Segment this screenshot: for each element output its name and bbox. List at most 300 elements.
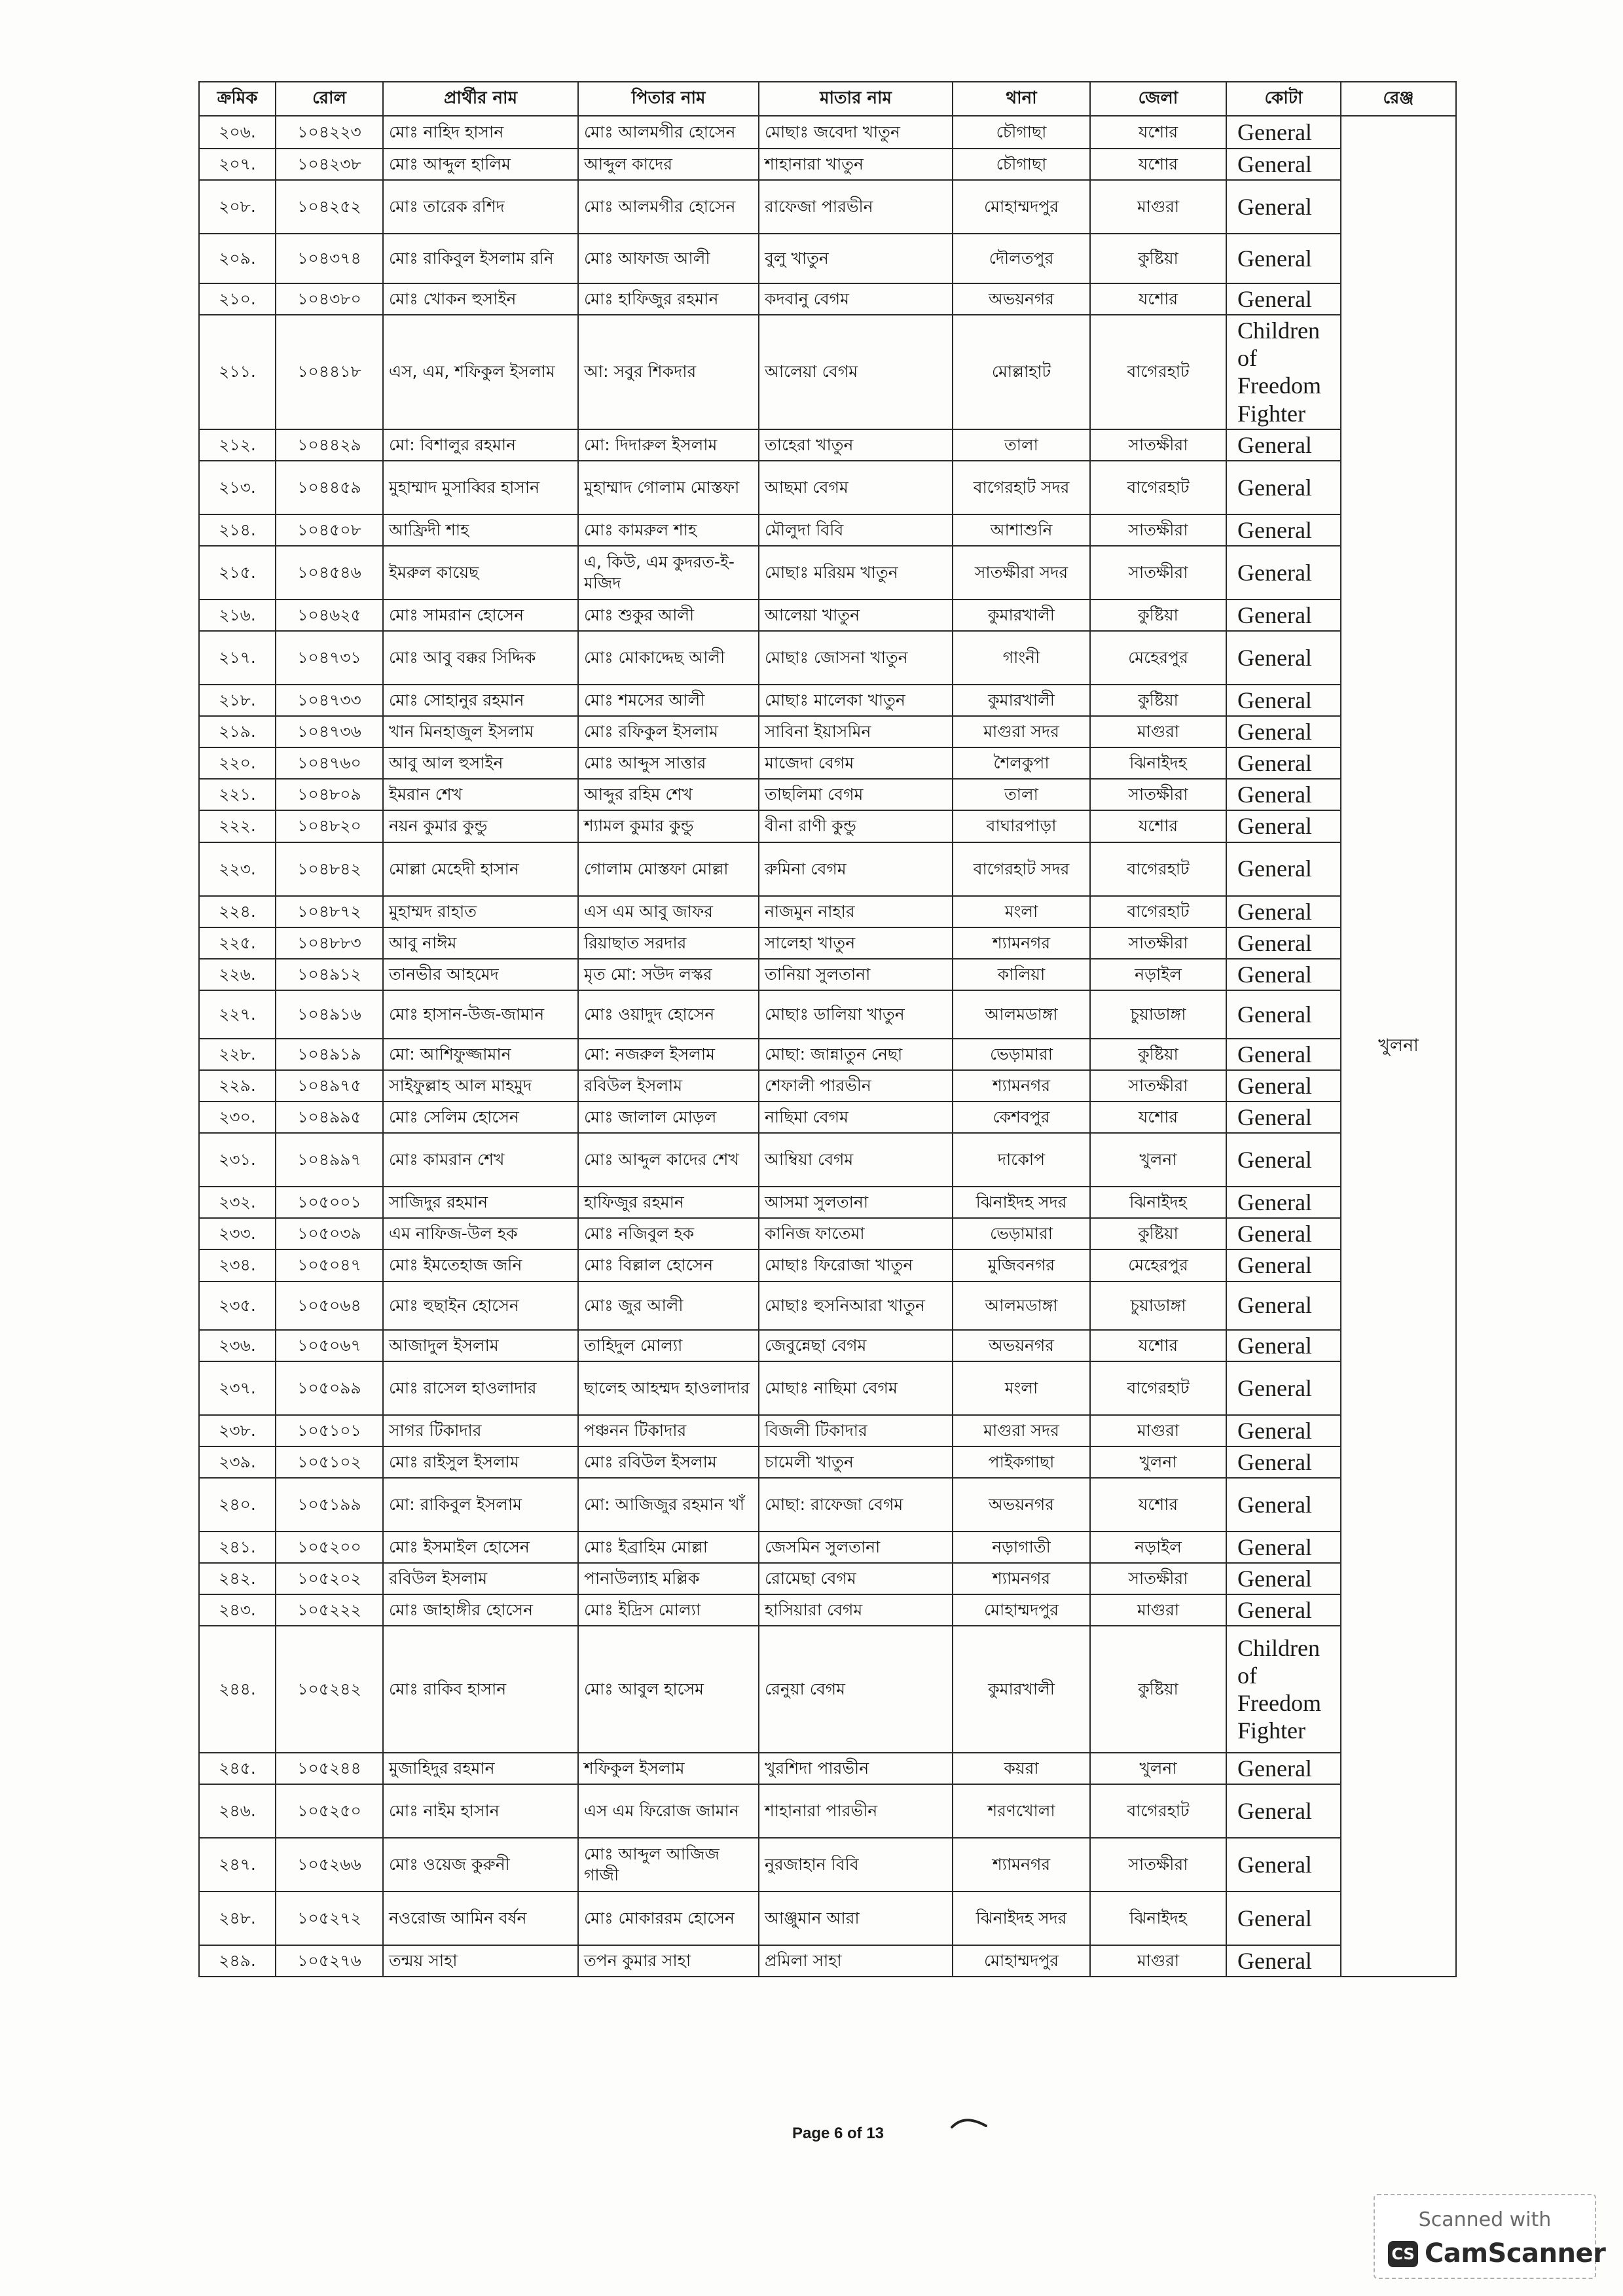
thana-cell: কয়রা: [953, 1753, 1090, 1784]
mother-name-cell: রুমিনা বেগম: [759, 842, 953, 896]
watermark-caption: Scanned with: [1418, 2208, 1552, 2231]
serial-cell: ২১৭.: [199, 631, 276, 685]
quota-cell: General: [1226, 810, 1341, 842]
father-name-cell: মোঃ রবিউল ইসলাম: [578, 1446, 759, 1478]
mother-name-cell: সালেহা খাতুন: [759, 927, 953, 959]
mother-name-cell: মৌলুদা বিবি: [759, 514, 953, 546]
district-cell: কুষ্টিয়া: [1090, 685, 1226, 716]
serial-cell: ২০৭.: [199, 149, 276, 180]
quota-cell: General: [1226, 461, 1341, 514]
serial-cell: ২৪৮.: [199, 1892, 276, 1945]
thana-cell: বাঘারপাড়া: [953, 810, 1090, 842]
father-name-cell: আব্দুর রহিম শেখ: [578, 779, 759, 810]
roll-cell: ১০৪৭৩১: [276, 631, 383, 685]
table-row: [199, 1361, 1456, 1415]
serial-cell: ২১৮.: [199, 685, 276, 716]
roll-cell: ১০৪৮৮৩: [276, 927, 383, 959]
thana-cell: ঝিনাইদহ সদর: [953, 1187, 1090, 1218]
quota-cell: General: [1226, 546, 1341, 600]
mother-name-cell: সাবিনা ইয়াসমিন: [759, 716, 953, 747]
district-cell: বাগেরহাট: [1090, 1361, 1226, 1415]
candidate-name-cell: মোঃ জাহাঙ্গীর হোসেন: [383, 1594, 578, 1626]
table-row: [199, 747, 1456, 779]
district-cell: যশোর: [1090, 283, 1226, 315]
quota-cell: General: [1226, 1892, 1341, 1945]
roll-cell: ১০৪৪৫৯: [276, 461, 383, 514]
thana-cell: তালা: [953, 779, 1090, 810]
roll-cell: ১০৪৯১২: [276, 959, 383, 990]
table-row: [199, 1133, 1456, 1187]
district-cell: যশোর: [1090, 1102, 1226, 1133]
roll-cell: ১০৫০৬৪: [276, 1282, 383, 1330]
candidate-name-cell: নয়ন কুমার কুন্ডু: [383, 810, 578, 842]
quota-cell: General: [1226, 149, 1341, 180]
roll-cell: ১০৪৯১৯: [276, 1039, 383, 1070]
father-name-cell: মোঃ শমসের আলী: [578, 685, 759, 716]
father-name-cell: মো: আজিজুর রহমান খাঁ: [578, 1478, 759, 1532]
serial-cell: ২২৬.: [199, 959, 276, 990]
serial-cell: ২২২.: [199, 810, 276, 842]
quota-cell: General: [1226, 1330, 1341, 1361]
serial-cell: ২১২.: [199, 429, 276, 461]
table-row: [199, 1892, 1456, 1945]
candidate-name-cell: মোঃ ইমতেহাজ জনি: [383, 1249, 578, 1281]
quota-cell: General: [1226, 1187, 1341, 1218]
serial-cell: ২৩৩.: [199, 1218, 276, 1249]
thana-cell: অভয়নগর: [953, 1330, 1090, 1361]
serial-cell: ২১৩.: [199, 461, 276, 514]
mother-name-cell: রেনুয়া বেগম: [759, 1626, 953, 1753]
candidate-name-cell: মোঃ তারেক রশিদ: [383, 180, 578, 234]
table-row: [199, 1563, 1456, 1594]
district-cell: সাতক্ষীরা: [1090, 1838, 1226, 1892]
serial-cell: ২২০.: [199, 747, 276, 779]
quota-cell: General: [1226, 234, 1341, 283]
thana-cell: কুমারখালী: [953, 1626, 1090, 1753]
mother-name-cell: আলেয়া বেগম: [759, 315, 953, 429]
roll-cell: ১০৪২৩৮: [276, 149, 383, 180]
thana-cell: পাইকগাছা: [953, 1446, 1090, 1478]
quota-cell: General: [1226, 429, 1341, 461]
candidate-name-cell: মো: রাকিবুল ইসলাম: [383, 1478, 578, 1532]
candidate-name-cell: এম নাফিজ-উল হক: [383, 1218, 578, 1249]
district-cell: সাতক্ষীরা: [1090, 927, 1226, 959]
mother-name-cell: বুলু খাতুন: [759, 234, 953, 283]
mother-name-cell: তাছলিমা বেগম: [759, 779, 953, 810]
mother-name-cell: শাহানারা খাতুন: [759, 149, 953, 180]
candidate-name-cell: এস, এম, শফিকুল ইসলাম: [383, 315, 578, 429]
candidate-name-cell: সাজিদুর রহমান: [383, 1187, 578, 1218]
pen-tick-mark-icon: [949, 2115, 989, 2131]
quota-cell: General: [1226, 1945, 1341, 1977]
father-name-cell: শফিকুল ইসলাম: [578, 1753, 759, 1784]
mother-name-cell: জেসমিন সুলতানা: [759, 1532, 953, 1563]
thana-cell: দাকোপ: [953, 1133, 1090, 1187]
district-cell: ঝিনাইদহ: [1090, 1892, 1226, 1945]
candidate-name-cell: মোঃ রাইসুল ইসলাম: [383, 1446, 578, 1478]
father-name-cell: মোঃ মোকাররম হোসেন: [578, 1892, 759, 1945]
serial-cell: ২৩৭.: [199, 1361, 276, 1415]
mother-name-cell: আম্বিয়া বেগম: [759, 1133, 953, 1187]
roll-cell: ১০৫২৬৬: [276, 1838, 383, 1892]
thana-cell: আশাশুনি: [953, 514, 1090, 546]
candidate-name-cell: আবু আল হুসাইন: [383, 747, 578, 779]
table-row: [199, 1218, 1456, 1249]
table-row: [199, 1415, 1456, 1446]
mother-name-cell: নাজমুন নাহার: [759, 896, 953, 927]
table-row: [199, 842, 1456, 896]
thana-cell: শরণখোলা: [953, 1784, 1090, 1838]
roll-cell: ১০৫১০২: [276, 1446, 383, 1478]
mother-name-cell: মোছাঃ ফিরোজা খাতুন: [759, 1249, 953, 1281]
district-cell: খুলনা: [1090, 1753, 1226, 1784]
roll-cell: ১০৫১৯৯: [276, 1478, 383, 1532]
district-cell: মাগুরা: [1090, 180, 1226, 234]
header-roll: রোল: [276, 82, 383, 116]
district-cell: যশোর: [1090, 1330, 1226, 1361]
header-district: জেলা: [1090, 82, 1226, 116]
district-cell: কুষ্টিয়া: [1090, 600, 1226, 631]
roll-cell: ১০৫২৭৬: [276, 1945, 383, 1977]
father-name-cell: মোঃ জুর আলী: [578, 1282, 759, 1330]
quota-cell: General: [1226, 1070, 1341, 1102]
thana-cell: মোহাম্মদপুর: [953, 1594, 1090, 1626]
mother-name-cell: মোছা: জান্নাতুন নেছা: [759, 1039, 953, 1070]
table-row: [199, 600, 1456, 631]
father-name-cell: মোঃ আলমগীর হোসেন: [578, 116, 759, 149]
page-number: Page 6 of 13: [792, 2125, 884, 2142]
district-cell: কুষ্টিয়া: [1090, 234, 1226, 283]
thana-cell: শৈলকুপা: [953, 747, 1090, 779]
father-name-cell: রিয়াছাত সরদার: [578, 927, 759, 959]
roll-cell: ১০৪৮২০: [276, 810, 383, 842]
mother-name-cell: মোছাঃ জবেদা খাতুন: [759, 116, 953, 149]
thana-cell: মোল্লাহাট: [953, 315, 1090, 429]
candidate-name-cell: সাগর টিকাদার: [383, 1415, 578, 1446]
table-row: [199, 1249, 1456, 1281]
serial-cell: ২৩৬.: [199, 1330, 276, 1361]
quota-cell: General: [1226, 1446, 1341, 1478]
father-name-cell: মোঃ রফিকুল ইসলাম: [578, 716, 759, 747]
roll-cell: ১০৫০০১: [276, 1187, 383, 1218]
candidate-name-cell: মুহাম্মাদ মুসাব্বির হাসান: [383, 461, 578, 514]
father-name-cell: মোঃ আব্দুস সাত্তার: [578, 747, 759, 779]
roll-cell: ১০৫২৭২: [276, 1892, 383, 1945]
mother-name-cell: চামেলী খাতুন: [759, 1446, 953, 1478]
quota-cell: General: [1226, 896, 1341, 927]
district-cell: মাগুরা: [1090, 1594, 1226, 1626]
quota-cell: General: [1226, 180, 1341, 234]
father-name-cell: মোঃ ইব্রাহিম মোল্লা: [578, 1532, 759, 1563]
roll-cell: ১০৫২৪৪: [276, 1753, 383, 1784]
mother-name-cell: বীনা রাণী কুন্ডু: [759, 810, 953, 842]
roll-cell: ১০৪৩৮০: [276, 283, 383, 315]
candidate-name-cell: মোঃ সেলিম হোসেন: [383, 1102, 578, 1133]
quota-cell: General: [1226, 990, 1341, 1039]
district-cell: বাগেরহাট: [1090, 842, 1226, 896]
candidate-name-cell: আফ্রিদী শাহ: [383, 514, 578, 546]
serial-cell: ২০৮.: [199, 180, 276, 234]
district-cell: মেহেরপুর: [1090, 631, 1226, 685]
quota-cell: General: [1226, 842, 1341, 896]
serial-cell: ২৩৮.: [199, 1415, 276, 1446]
district-cell: নড়াইল: [1090, 1532, 1226, 1563]
table-row: [199, 514, 1456, 546]
candidate-name-cell: মোঃ রাসেল হাওলাদার: [383, 1361, 578, 1415]
district-cell: যশোর: [1090, 1478, 1226, 1532]
serial-cell: ২৪৪.: [199, 1626, 276, 1753]
candidate-name-cell: মোঃ আব্দুল হালিম: [383, 149, 578, 180]
district-cell: কুষ্টিয়া: [1090, 1626, 1226, 1753]
district-cell: সাতক্ষীরা: [1090, 779, 1226, 810]
mother-name-cell: মোছাঃ মালেকা খাতুন: [759, 685, 953, 716]
header-thana: থানা: [953, 82, 1090, 116]
mother-name-cell: রাফেজা পারভীন: [759, 180, 953, 234]
mother-name-cell: নুরজাহান বিবি: [759, 1838, 953, 1892]
quota-cell: General: [1226, 514, 1341, 546]
roll-cell: ১০৫২৪২: [276, 1626, 383, 1753]
candidate-name-cell: মোঃ আবু বক্কর সিদ্দিক: [383, 631, 578, 685]
district-cell: কুষ্টিয়া: [1090, 1218, 1226, 1249]
father-name-cell: মোঃ ইদ্রিস মোল্যা: [578, 1594, 759, 1626]
mother-name-cell: মোছাঃ নাছিমা বেগম: [759, 1361, 953, 1415]
father-name-cell: আ: সবুর শিকদার: [578, 315, 759, 429]
candidate-name-cell: ইমরুল কায়েছ: [383, 546, 578, 600]
quota-cell: General: [1226, 1133, 1341, 1187]
table-row: [199, 927, 1456, 959]
camscanner-logo-icon: CS: [1388, 2241, 1418, 2267]
candidate-name-cell: মো: বিশালুর রহমান: [383, 429, 578, 461]
candidate-name-cell: মোঃ হুছাইন হোসেন: [383, 1282, 578, 1330]
table-row: [199, 990, 1456, 1039]
table-row: [199, 149, 1456, 180]
roll-cell: ১০৫২০০: [276, 1532, 383, 1563]
district-cell: ঝিনাইদহ: [1090, 747, 1226, 779]
header-quota: কোটা: [1226, 82, 1341, 116]
roll-cell: ১০৪৫৪৬: [276, 546, 383, 600]
table-row: [199, 1532, 1456, 1563]
district-cell: সাতক্ষীরা: [1090, 1070, 1226, 1102]
table-row: [199, 1330, 1456, 1361]
mother-name-cell: জেবুন্নেছা বেগম: [759, 1330, 953, 1361]
quota-cell: General: [1226, 716, 1341, 747]
thana-cell: মোহাম্মদপুর: [953, 180, 1090, 234]
roll-cell: ১০৪২৫২: [276, 180, 383, 234]
quota-cell: General: [1226, 1415, 1341, 1446]
thana-cell: বাগেরহাট সদর: [953, 461, 1090, 514]
district-cell: যশোর: [1090, 149, 1226, 180]
serial-cell: ২২১.: [199, 779, 276, 810]
roll-cell: ১০৫০৬৭: [276, 1330, 383, 1361]
father-name-cell: শ্যামল কুমার কুন্ডু: [578, 810, 759, 842]
roll-cell: ১০৪৪২৯: [276, 429, 383, 461]
table-row: [199, 461, 1456, 514]
district-cell: সাতক্ষীরা: [1090, 1563, 1226, 1594]
serial-cell: ২২৭.: [199, 990, 276, 1039]
serial-cell: ২৪৭.: [199, 1838, 276, 1892]
mother-name-cell: মোছাঃ ডালিয়া খাতুন: [759, 990, 953, 1039]
thana-cell: মাগুরা সদর: [953, 1415, 1090, 1446]
district-cell: বাগেরহাট: [1090, 896, 1226, 927]
quota-cell: General: [1226, 1102, 1341, 1133]
district-cell: ঝিনাইদহ: [1090, 1187, 1226, 1218]
serial-cell: ২৩৯.: [199, 1446, 276, 1478]
father-name-cell: গোলাম মোস্তফা মোল্লা: [578, 842, 759, 896]
father-name-cell: হাফিজুর রহমান: [578, 1187, 759, 1218]
quota-cell: General: [1226, 1838, 1341, 1892]
mother-name-cell: আসমা সুলতানা: [759, 1187, 953, 1218]
candidate-name-cell: মোঃ নাইম হাসান: [383, 1784, 578, 1838]
thana-cell: মংলা: [953, 1361, 1090, 1415]
father-name-cell: এ, কিউ, এম কুদরত-ই-মজিদ: [578, 546, 759, 600]
father-name-cell: মোঃ আবুল হাসেম: [578, 1626, 759, 1753]
roll-cell: ১০৫০৩৯: [276, 1218, 383, 1249]
roll-cell: ১০৪৮৪২: [276, 842, 383, 896]
quota-cell: General: [1226, 685, 1341, 716]
father-name-cell: এস এম আবু জাফর: [578, 896, 759, 927]
candidate-name-cell: তানভীর আহমেদ: [383, 959, 578, 990]
father-name-cell: তাহিদুল মোল্যা: [578, 1330, 759, 1361]
mother-name-cell: তানিয়া সুলতানা: [759, 959, 953, 990]
table-row: [199, 234, 1456, 283]
thana-cell: সাতক্ষীরা সদর: [953, 546, 1090, 600]
quota-cell: General: [1226, 1218, 1341, 1249]
table-row: [199, 631, 1456, 685]
mother-name-cell: খুরশিদা পারভীন: [759, 1753, 953, 1784]
roll-cell: ১০৪২২৩: [276, 116, 383, 149]
thana-cell: কালিয়া: [953, 959, 1090, 990]
quota-cell: Children of Freedom Fighter: [1226, 315, 1341, 429]
roll-cell: ১০৪৯৯৫: [276, 1102, 383, 1133]
father-name-cell: মোঃ জালাল মোড়ল: [578, 1102, 759, 1133]
candidate-name-cell: মোঃ কামরান শেখ: [383, 1133, 578, 1187]
thana-cell: ভেড়ামারা: [953, 1218, 1090, 1249]
father-name-cell: পঞ্চনন টিকাদার: [578, 1415, 759, 1446]
quota-cell: General: [1226, 1249, 1341, 1281]
roll-cell: ১০৪৭৩৬: [276, 716, 383, 747]
serial-cell: ২১৬.: [199, 600, 276, 631]
table-row: [199, 1784, 1456, 1838]
mother-name-cell: কদবানু বেগম: [759, 283, 953, 315]
candidate-name-cell: খান মিনহাজুল ইসলাম: [383, 716, 578, 747]
table-row: [199, 1594, 1456, 1626]
quota-cell: General: [1226, 600, 1341, 631]
father-name-cell: মো: দিদারুল ইসলাম: [578, 429, 759, 461]
serial-cell: ২০৬.: [199, 116, 276, 149]
serial-cell: ২৩৫.: [199, 1282, 276, 1330]
father-name-cell: মোঃ ওয়াদুদ হোসেন: [578, 990, 759, 1039]
range-cell: খুলনা: [1341, 116, 1456, 1977]
table-row: [199, 1070, 1456, 1102]
roll-cell: ১০৫০৪৭: [276, 1249, 383, 1281]
header-range: রেঞ্জ: [1341, 82, 1456, 116]
father-name-cell: পানাউল্যাহ মল্লিক: [578, 1563, 759, 1594]
father-name-cell: মোঃ আলমগীর হোসেন: [578, 180, 759, 234]
district-cell: বাগেরহাট: [1090, 315, 1226, 429]
table-row: [199, 1478, 1456, 1532]
roll-cell: ১০৪৩৭৪: [276, 234, 383, 283]
serial-cell: ২৪১.: [199, 1532, 276, 1563]
district-cell: খুলনা: [1090, 1446, 1226, 1478]
district-cell: যশোর: [1090, 116, 1226, 149]
district-cell: সাতক্ষীরা: [1090, 429, 1226, 461]
mother-name-cell: প্রমিলা সাহা: [759, 1945, 953, 1977]
thana-cell: মুজিবনগর: [953, 1249, 1090, 1281]
district-cell: কুষ্টিয়া: [1090, 1039, 1226, 1070]
table-row: [199, 1187, 1456, 1218]
watermark-brand: CamScanner: [1425, 2238, 1606, 2269]
candidate-name-cell: মোঃ সামরান হোসেন: [383, 600, 578, 631]
table-row: [199, 429, 1456, 461]
district-cell: মাগুরা: [1090, 716, 1226, 747]
thana-cell: ঝিনাইদহ সদর: [953, 1892, 1090, 1945]
thana-cell: শ্যামনগর: [953, 1563, 1090, 1594]
roll-cell: ১০৫২০২: [276, 1563, 383, 1594]
father-name-cell: এস এম ফিরোজ জামান: [578, 1784, 759, 1838]
thana-cell: কেশবপুর: [953, 1102, 1090, 1133]
roll-cell: ১০৪৫০৮: [276, 514, 383, 546]
thana-cell: শ্যামনগর: [953, 927, 1090, 959]
candidate-result-table: [198, 81, 1457, 1977]
table-row: [199, 1039, 1456, 1070]
table-row: [199, 716, 1456, 747]
table-row: [199, 1282, 1456, 1330]
mother-name-cell: মোছা: রাফেজা বেগম: [759, 1478, 953, 1532]
mother-name-cell: মাজেদা বেগম: [759, 747, 953, 779]
district-cell: সাতক্ষীরা: [1090, 514, 1226, 546]
table-row: [199, 779, 1456, 810]
father-name-cell: আব্দুল কাদের: [578, 149, 759, 180]
table-row: [199, 959, 1456, 990]
mother-name-cell: মোছাঃ জোসনা খাতুন: [759, 631, 953, 685]
table-row: [199, 546, 1456, 600]
candidate-name-cell: সাইফুল্লাহ আল মাহমুদ: [383, 1070, 578, 1102]
roll-cell: ১০৫০৯৯: [276, 1361, 383, 1415]
candidate-name-cell: আজাদুল ইসলাম: [383, 1330, 578, 1361]
mother-name-cell: শেফালী পারভীন: [759, 1070, 953, 1102]
quota-cell: General: [1226, 1532, 1341, 1563]
father-name-cell: মো: নজরুল ইসলাম: [578, 1039, 759, 1070]
thana-cell: চৌগাছা: [953, 116, 1090, 149]
candidate-name-cell: মোঃ খোকন হুসাইন: [383, 283, 578, 315]
table-row: [199, 315, 1456, 429]
quota-cell: General: [1226, 1478, 1341, 1532]
roll-cell: ১০৫২৫০: [276, 1784, 383, 1838]
header-candidate-name: প্রার্থীর নাম: [383, 82, 578, 116]
candidate-name-cell: মোঃ রাকিবুল ইসলাম রনি: [383, 234, 578, 283]
quota-cell: General: [1226, 747, 1341, 779]
table-row: [199, 685, 1456, 716]
serial-cell: ২৩০.: [199, 1102, 276, 1133]
thana-cell: চৌগাছা: [953, 149, 1090, 180]
candidate-name-cell: মুজাহিদুর রহমান: [383, 1753, 578, 1784]
father-name-cell: মুহাম্মাদ গোলাম মোস্তফা: [578, 461, 759, 514]
candidate-name-cell: মো: আশিফুজ্জামান: [383, 1039, 578, 1070]
district-cell: মাগুরা: [1090, 1415, 1226, 1446]
mother-name-cell: মোছাঃ হুসনিআরা খাতুন: [759, 1282, 953, 1330]
quota-cell: General: [1226, 1039, 1341, 1070]
thana-cell: অভয়নগর: [953, 1478, 1090, 1532]
father-name-cell: মোঃ আফাজ আলী: [578, 234, 759, 283]
roll-cell: ১০৫২২২: [276, 1594, 383, 1626]
thana-cell: নড়াগাতী: [953, 1532, 1090, 1563]
serial-cell: ২৪৩.: [199, 1594, 276, 1626]
header-serial: ক্রমিক: [199, 82, 276, 116]
quota-cell: General: [1226, 1594, 1341, 1626]
father-name-cell: ছালেহ আহম্মদ হাওলাদার: [578, 1361, 759, 1415]
district-cell: চুয়াডাঙ্গা: [1090, 1282, 1226, 1330]
mother-name-cell: মোছাঃ মরিয়ম খাতুন: [759, 546, 953, 600]
